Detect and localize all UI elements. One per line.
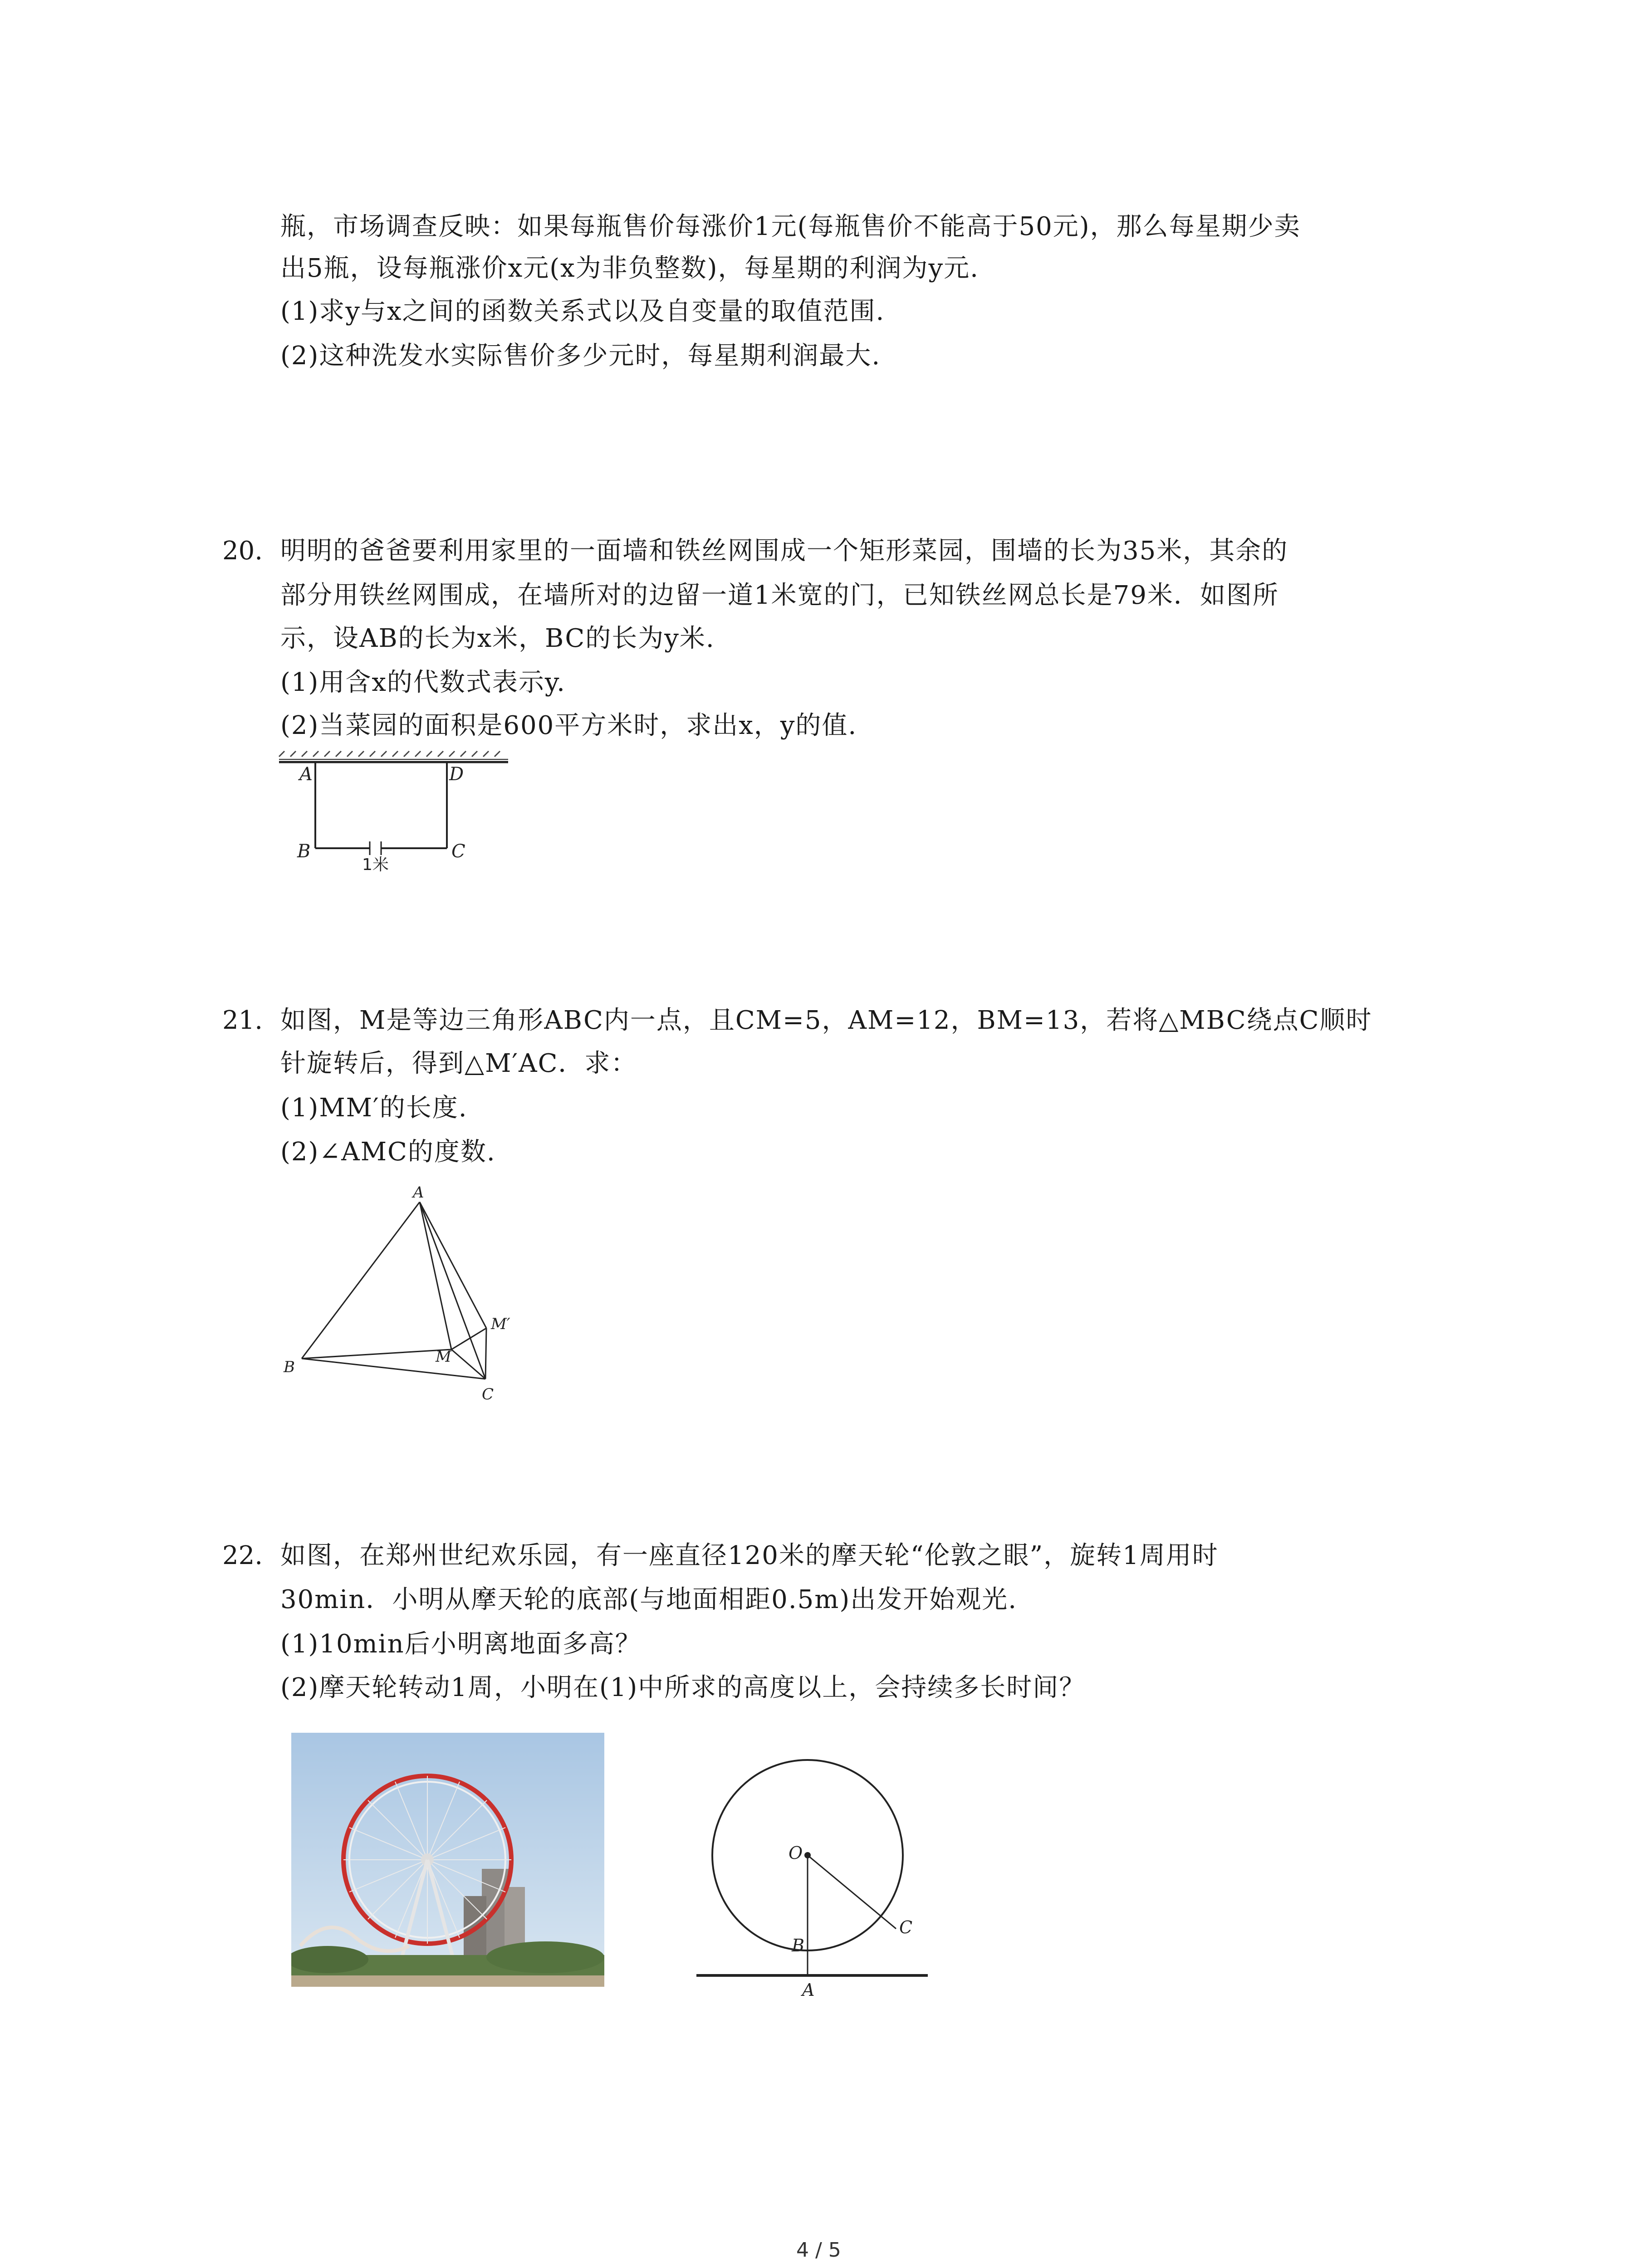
q21-label-m-prime: M′ <box>491 1315 510 1333</box>
q22-label-c: C <box>899 1917 913 1937</box>
q20-line-3: 示，设AB的长为x米，BC的长为y米. <box>280 624 715 653</box>
q19-part-2: (2)这种洗发水实际售价多少元时，每星期利润最大. <box>280 341 881 371</box>
q21-label-m: M <box>436 1348 451 1366</box>
q22-label-o: O <box>789 1843 803 1863</box>
q21-label-a: A <box>413 1184 424 1202</box>
q20-gate-label: 1米 <box>362 855 389 874</box>
q20-part-1: (1)用含x的代数式表示y. <box>280 668 566 697</box>
q22-part-2: (2)摩天轮转动1周，小明在(1)中所求的高度以上，会持续多长时间？ <box>280 1673 1086 1702</box>
q20-label-a: A <box>299 764 313 785</box>
q21-label-b: B <box>284 1358 295 1376</box>
q22-line-1: 如图，在郑州世纪欢乐园，有一座直径120米的摩天轮“伦敦之眼”，旋转1周用时 <box>280 1541 1219 1570</box>
q21-part-2: (2)∠AMC的度数. <box>280 1137 496 1167</box>
q21-number: 21. <box>222 1006 263 1035</box>
q22-number: 22. <box>222 1541 263 1570</box>
q21-figure <box>272 1184 526 1411</box>
q21-part-1: (1)MM′的长度. <box>280 1093 468 1123</box>
q20-line-1: 明明的爸爸要利用家里的一面墙和铁丝网围成一个矩形菜园，围墙的长为35米，其余的 <box>280 536 1288 566</box>
q21-line-1: 如图，M是等边三角形ABC内一点，且CM=5，AM=12，BM=13，若将△MBC绕点C顺时 <box>280 1006 1372 1035</box>
q20-label-b: B <box>297 841 311 862</box>
q19-line-2: 出5瓶，设每瓶涨价x元(x为非负整数)，每星期的利润为y元. <box>280 254 979 283</box>
page-number: 4 / 5 <box>796 2239 841 2262</box>
q20-label-c: C <box>451 841 465 862</box>
q22-label-a: A <box>802 1980 815 2000</box>
q21-line-2: 针旋转后，得到△M′AC．求： <box>280 1049 637 1078</box>
q22-part-1: (1)10min后小明离地面多高？ <box>280 1629 642 1659</box>
q20-line-2: 部分用铁丝网围成，在墙所对的边留一道1米宽的门，已知铁丝网总长是79米．如图所 <box>280 581 1279 610</box>
q20-part-2: (2)当菜园的面积是600平方米时，求出x，y的值. <box>280 711 857 740</box>
q22-label-b: B <box>792 1936 804 1955</box>
q22-circle-figure <box>690 1755 944 2000</box>
q19-part-1: (1)求y与x之间的函数关系式以及自变量的取值范围. <box>280 297 885 326</box>
ferris-wheel-photo <box>291 1733 604 1987</box>
q19-line-1: 瓶，市场调查反映：如果每瓶售价每涨价1元(每瓶售价不能高于50元)，那么每星期少卖 <box>280 212 1301 241</box>
q21-label-c: C <box>482 1385 494 1403</box>
q22-line-2: 30min．小明从摩天轮的底部(与地面相距0.5m)出发开始观光. <box>280 1585 1017 1614</box>
q20-number: 20. <box>222 536 263 566</box>
q20-label-d: D <box>449 764 464 785</box>
q20-figure <box>272 748 526 875</box>
